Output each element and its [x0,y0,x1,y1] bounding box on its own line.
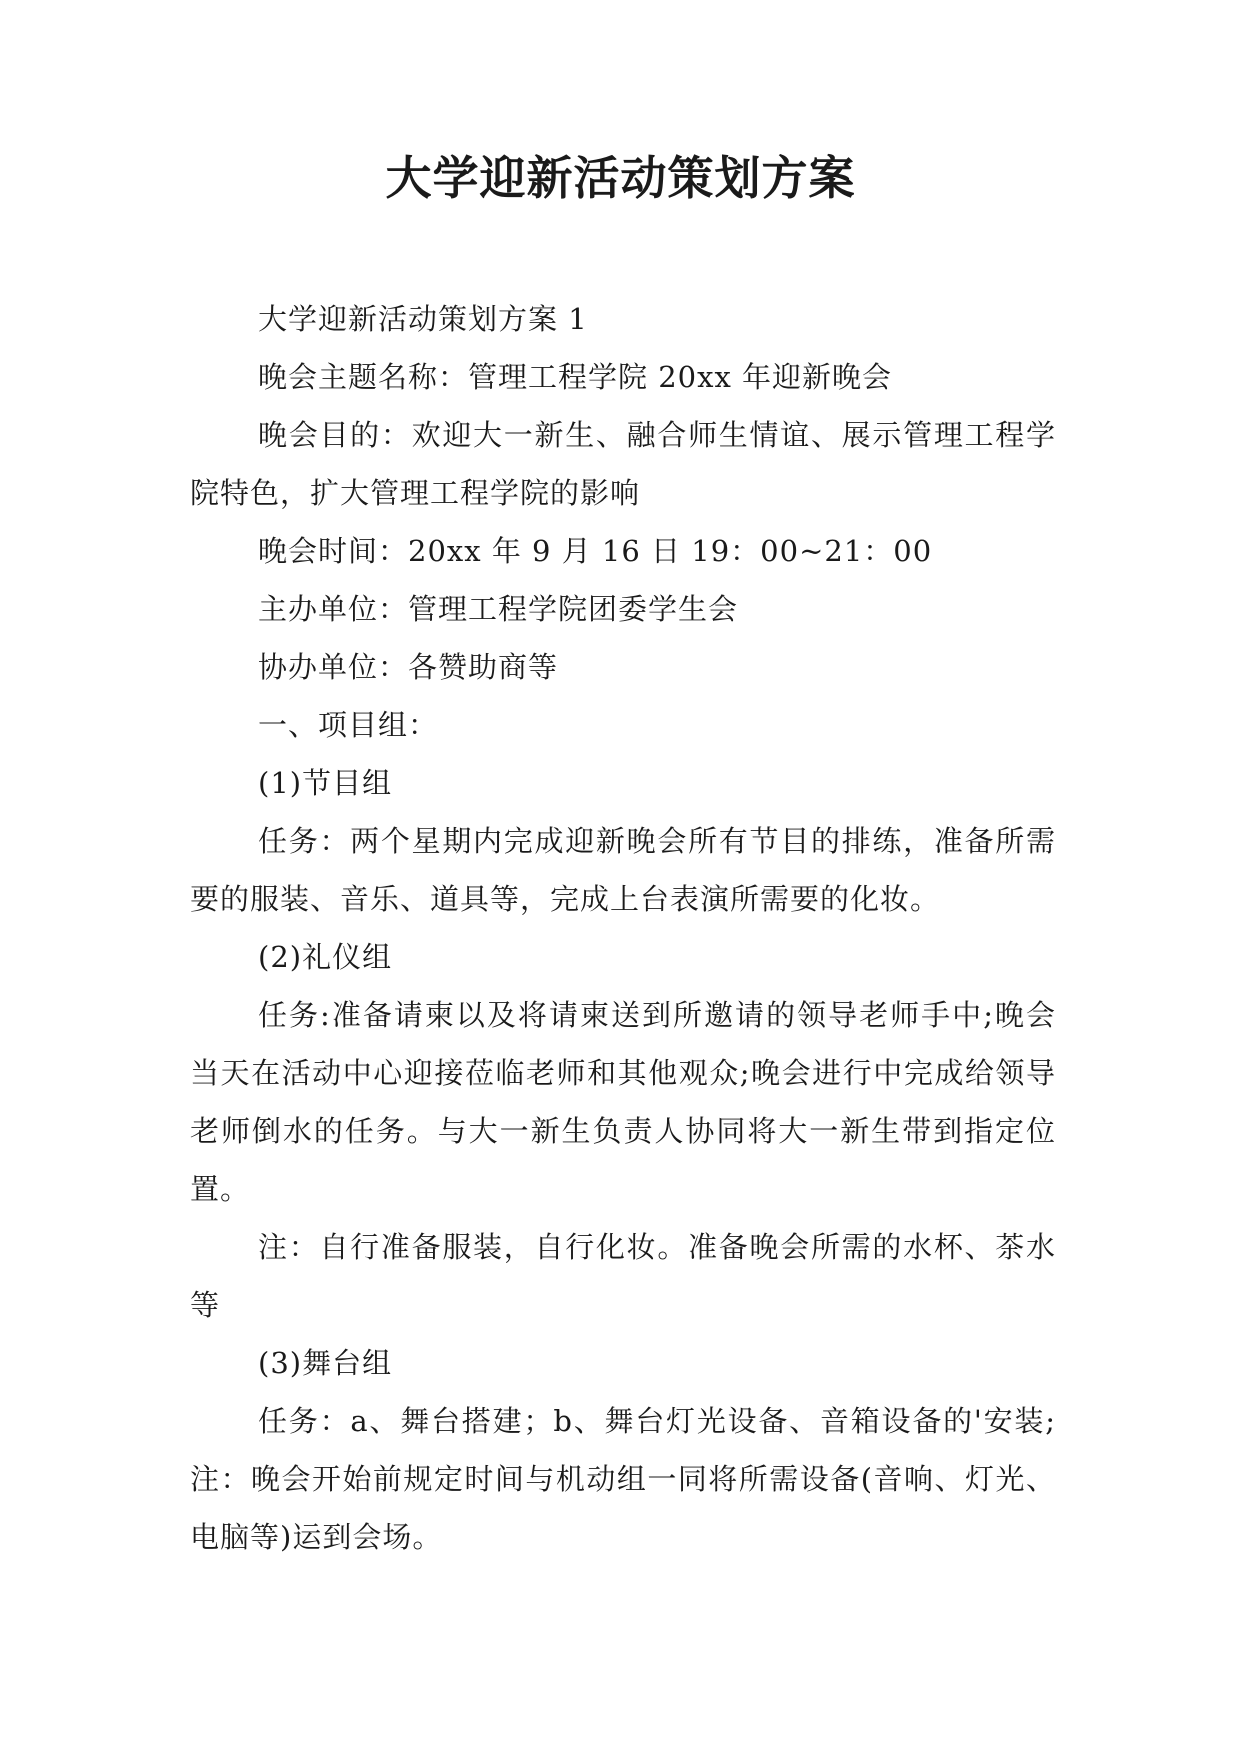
paragraph-host: 主办单位：管理工程学院团委学生会 [258,592,739,626]
paragraph-section-projects: 一、项目组： [258,708,439,742]
paragraph-etiquette-note: 注：自行准备服装，自行化妆。准备晚会所需的水杯、茶水等 [190,1230,1056,1322]
paragraph-etiquette-task: 任务:准备请柬以及将请柬送到所邀请的领导老师手中;晚会当天在活动中心迎接莅临老师和其他观众;晚会进行中完成给领导老师倒水的任务。与大一新生负责人协同将大一新生带到指定位置。 [190,998,1056,1206]
paragraph-cohost: 协办单位：各赞助商等 [258,650,559,684]
paragraph-program-group: (1)节目组 [258,766,393,800]
paragraph-program-task: 任务：两个星期内完成迎新晚会所有节目的排练，准备所需要的服装、音乐、道具等，完成上台表演所需要的化妆。 [190,824,1056,916]
paragraph-etiquette-group: (2)礼仪组 [258,940,393,974]
paragraph-heading: 大学迎新活动策划方案 1 [258,302,588,336]
paragraph-time: 晚会时间：20xx 年 9 月 16 日 19：00~21：00 [258,534,933,568]
paragraph-purpose: 晚会目的：欢迎大一新生、融合师生情谊、展示管理工程学院特色，扩大管理工程学院的影响 [190,418,1056,510]
paragraph-stage-group: (3)舞台组 [258,1346,393,1380]
document-title: 大学迎新活动策划方案 [385,151,856,205]
paragraph-theme: 晚会主题名称：管理工程学院 20xx 年迎新晚会 [258,360,893,394]
paragraph-stage-task: 任务：a、舞台搭建；b、舞台灯光设备、音箱设备的'安装;注：晚会开始前规定时间与机动组一同将所需设备(音响、灯光、电脑等)运到会场。 [190,1404,1056,1554]
document-body [190,290,1056,1566]
